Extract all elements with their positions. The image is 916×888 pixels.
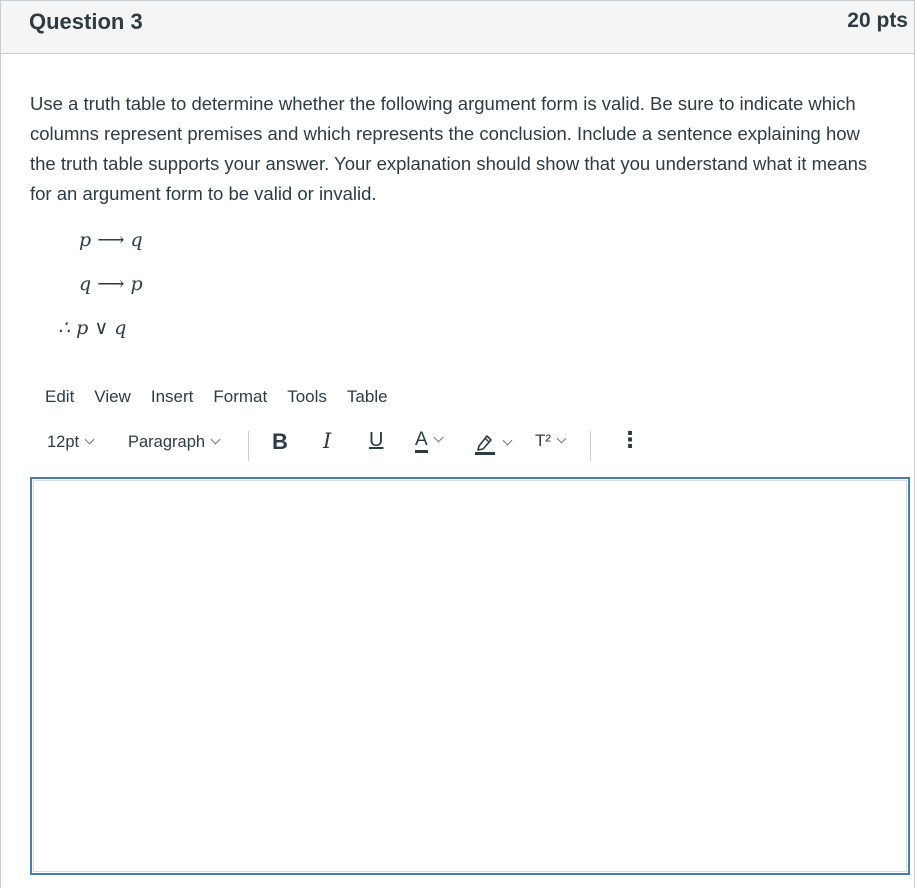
bold-button[interactable]: B	[272, 429, 288, 454]
chevron-down-icon	[433, 433, 443, 443]
question-text: Use a truth table to determine whether the following argument form is valid. Be sure to indicate which columns represent premises and which represents the conclusion. Include a sentence explaining how the truth table supports your answer. Your explanation should show that you understand what it means for an argument form to be valid or invalid.	[30, 93, 868, 204]
chevron-down-icon	[211, 435, 221, 445]
italic-button[interactable]: I	[323, 429, 332, 453]
question-points: 20 pts	[847, 9, 908, 32]
toolbar-divider	[590, 431, 591, 461]
font-color-button[interactable]	[415, 429, 442, 453]
menu-format[interactable]: Format	[213, 387, 268, 406]
toolbar-divider	[248, 431, 249, 461]
chevron-down-icon	[85, 435, 95, 445]
block-format-dropdown[interactable]	[128, 433, 219, 452]
editor-menubar	[45, 387, 408, 407]
highlighter-icon	[473, 431, 497, 457]
menu-view[interactable]: View	[94, 387, 131, 406]
underline-button[interactable]: U	[369, 429, 384, 451]
question-header	[1, 1, 914, 54]
more-vertical-icon[interactable]: ⋮	[619, 427, 640, 452]
chevron-down-icon	[557, 434, 567, 444]
premise-2: q ⟶ p	[79, 273, 143, 295]
menu-edit[interactable]: Edit	[45, 387, 75, 406]
premise-1: p ⟶ q	[79, 229, 143, 251]
superscript-label: T²	[535, 431, 552, 450]
menu-tools[interactable]: Tools	[287, 387, 327, 406]
block-format-value: Paragraph	[128, 433, 206, 451]
menu-table[interactable]: Table	[346, 387, 388, 406]
rich-text-editor[interactable]	[30, 477, 910, 875]
editor-body[interactable]	[33, 480, 907, 872]
editor-toolbar	[31, 429, 671, 463]
question-title: Question 3	[29, 9, 143, 34]
conclusion: ∴ p ∨ q	[58, 317, 127, 339]
menu-insert[interactable]: Insert	[150, 387, 194, 406]
font-size-value: 12pt	[47, 433, 80, 451]
highlight-color-button[interactable]	[473, 431, 511, 457]
font-color-label: A	[415, 430, 428, 453]
font-size-dropdown[interactable]	[47, 433, 93, 452]
chevron-down-icon	[503, 436, 513, 446]
superscript-button[interactable]	[535, 431, 565, 451]
